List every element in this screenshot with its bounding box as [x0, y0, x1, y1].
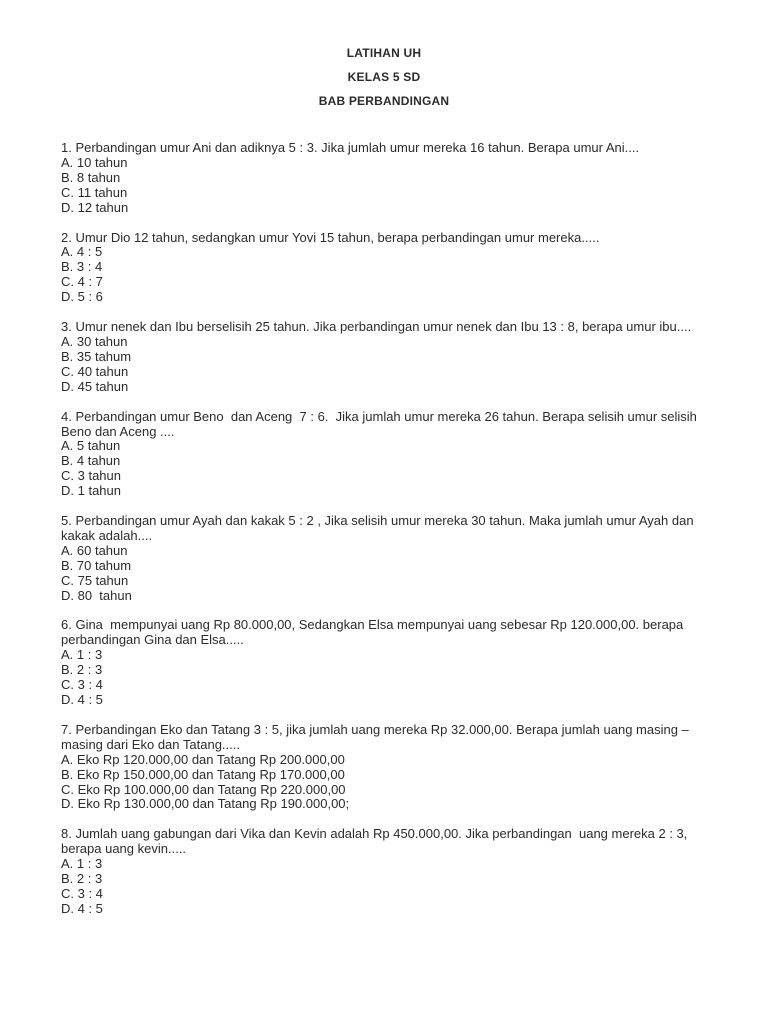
option-a: A. 1 : 3	[61, 647, 103, 663]
option-c: C. 3 : 4	[61, 885, 103, 901]
option-b: B. 4 tahun	[61, 453, 121, 469]
question-list	[61, 141, 721, 932]
question-2	[61, 231, 721, 306]
option-b: B. 2 : 3	[61, 662, 103, 678]
header-chapter: BAB PERBANDINGAN	[318, 94, 450, 108]
option-d: D. 4 : 5	[61, 692, 103, 707]
option-d: D. 80 tahun	[61, 587, 132, 603]
option-d: D. 1 tahun	[61, 483, 121, 499]
option-b: B. 35 tahum	[61, 348, 132, 364]
question-7	[61, 723, 721, 812]
question-8	[61, 827, 721, 916]
question-text: 2. Umur Dio 12 tahun, sedangkan umur Yovi 15 tahun, berapa perbandingan umur mereka.....	[61, 229, 600, 245]
option-a: A. Eko Rp 120.000,00 dan Tatang Rp 200.000,00	[61, 751, 345, 767]
option-d: D. 5 : 6	[61, 289, 103, 305]
option-d: D. 12 tahun	[61, 199, 129, 215]
question-text: 5. Perbandingan umur Ayah dan kakak 5 : 2 , Jika selisih umur mereka 30 tahun. Maka jumlah umur Ayah dan kakak adalah....	[61, 513, 698, 543]
option-a: A. 30 tahun	[61, 333, 128, 349]
question-3	[61, 320, 721, 395]
option-b: B. 8 tahun	[61, 169, 121, 185]
option-c: C. Eko Rp 100.000,00 dan Tatang Rp 220.000,00	[61, 781, 346, 797]
option-d: D. 45 tahun	[61, 378, 129, 394]
question-5	[61, 514, 721, 603]
option-b: B. 2 : 3	[61, 871, 103, 887]
option-b: B. 70 tahum	[61, 557, 132, 573]
header-class: KELAS 5 SD	[347, 70, 421, 84]
option-b: B. 3 : 4	[61, 259, 103, 275]
question-4	[61, 410, 721, 499]
option-c: C. 4 : 7	[61, 274, 103, 290]
question-text: 7. Perbandingan Eko dan Tatang 3 : 5, jika jumlah uang mereka Rp 32.000,00. Berapa jumlah uang masing – masing dari Eko dan Tatang.....	[61, 721, 693, 752]
question-text: 3. Umur nenek dan Ibu berselisih 25 tahun. Jika perbandingan umur nenek dan Ibu 13 : 8, berapa umur ibu....	[61, 319, 692, 335]
option-a: A. 10 tahun	[61, 154, 128, 170]
option-d: D. 4 : 5	[61, 900, 103, 916]
question-1	[61, 141, 721, 216]
question-text: 4. Perbandingan umur Beno dan Aceng 7 : 6. Jika jumlah umur mereka 26 tahun. Berapa selisih umur selisih Beno dan Aceng ....	[61, 408, 701, 439]
option-a: A. 5 tahun	[61, 438, 121, 454]
question-text: 1. Perbandingan umur Ani dan adiknya 5 : 3. Jika jumlah umur mereka 16 tahun. Berapa umur Ani....	[61, 140, 640, 155]
option-c: C. 3 tahun	[61, 468, 121, 484]
header-title: LATIHAN UH	[346, 46, 422, 60]
option-a: A. 1 : 3	[61, 856, 103, 872]
option-c: C. 75 tahun	[61, 572, 129, 588]
question-text: 6. Gina mempunyai uang Rp 80.000,00, Sedangkan Elsa mempunyai uang sebesar Rp 120.000,00. berapa perbandingan Gina dan Elsa.....	[61, 617, 687, 648]
option-d: D. Eko Rp 130.000,00 dan Tatang Rp 190.000,00;	[61, 796, 350, 812]
option-c: C. 3 : 4	[61, 677, 103, 693]
option-a: A. 4 : 5	[61, 244, 103, 260]
question-text: 8. Jumlah uang gabungan dari Vika dan Kevin adalah Rp 450.000,00. Jika perbandingan uang mereka 2 : 3, berapa uang kevin.....	[61, 826, 692, 857]
option-b: B. Eko Rp 150.000,00 dan Tatang Rp 170.000,00	[61, 766, 345, 782]
option-a: A. 60 tahun	[61, 542, 128, 558]
option-c: C. 11 tahun	[61, 184, 128, 200]
question-6	[61, 618, 721, 707]
option-c: C. 40 tahun	[61, 363, 129, 379]
document-header	[0, 46, 768, 118]
